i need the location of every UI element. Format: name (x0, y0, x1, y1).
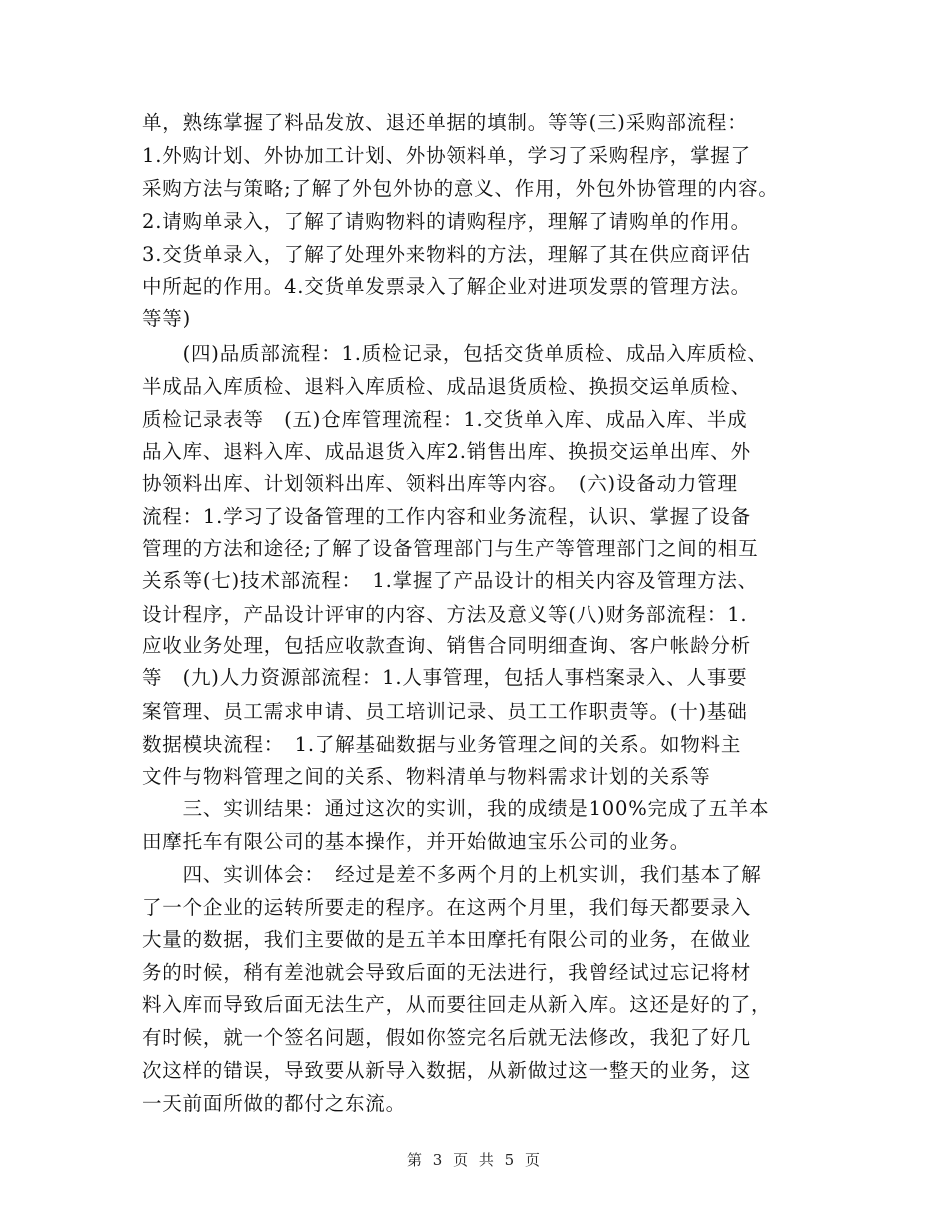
text-line: 半成品入库质检、退料入库质检、成品退货质检、换损交运单质检、 (142, 375, 752, 398)
text-line: 数据模块流程： 1.了解基础数据与业务管理之间的关系。如物料主 (142, 733, 742, 756)
text-line: 案管理、员工需求申请、员工培训记录、员工工作职责等。(十)基础 (142, 700, 748, 723)
page-number-footer: 第 3 页 共 5 页 (407, 1151, 543, 1169)
text-line: 品入库、退料入库、成品退货入库2.销售出库、换损交运单出库、外 (142, 440, 751, 463)
text-line: 务的时候，稍有差池就会导致后面的无法进行，我曾经试过忘记将材 (142, 961, 752, 984)
text-line: 中所起的作用。4.交货单发票录入了解企业对进项发票的管理方法。 (142, 275, 751, 298)
text-line: 应收业务处理，包括应收款查询、销售合同明细查询、客户帐龄分析 (142, 634, 752, 657)
text-line: 关系等(七)技术部流程： 1.掌握了产品设计的相关内容及管理方法、 (142, 569, 758, 592)
text-line: 采购方法与策略;了解了外包外协的意义、作用，外包外协管理的内容。 (142, 177, 779, 200)
text-line: 田摩托车有限公司的基本操作，并开始做迪宝乐公司的业务。 (142, 830, 691, 853)
text-line: 3.交货单录入，了解了处理外来物料的方法，理解了其在供应商评估 (142, 243, 751, 266)
text-line: (四)品质部流程：1.质检记录，包括交货单质检、成品入库质检、 (142, 342, 768, 365)
text-line: 协领料出库、计划领料出库、领料出库等内容。 (六)设备动力管理 (142, 472, 738, 495)
text-line: 等 (九)人力资源部流程：1.人事管理，包括人事档案录入、人事要 (142, 666, 748, 689)
text-line: 三、实训结果：通过这次的实训，我的成绩是100%完成了五羊本 (142, 797, 770, 820)
text-line: 1.外购计划、外协加工计划、外协领料单，学习了采购程序，掌握了 (142, 144, 751, 167)
text-line: 一天前面所做的都付之东流。 (142, 1092, 406, 1115)
text-line: 文件与物料管理之间的关系、物料清单与物料需求计划的关系等 (142, 765, 711, 788)
text-line: 管理的方法和途径;了解了设备管理部门与生产等管理部门之间的相互 (142, 537, 759, 560)
text-line: 质检记录表等 (五)仓库管理流程：1.交货单入库、成品入库、半成 (142, 408, 748, 431)
text-line: 流程：1.学习了设备管理的工作内容和业务流程，认识、掌握了设备 (142, 505, 751, 528)
text-line: 四、实训体会： 经过是差不多两个月的上机实训，我们基本了解 (142, 863, 762, 886)
text-line: 料入库而导致后面无法生产，从而要往回走从新入库。这还是好的了， (142, 993, 772, 1016)
text-line: 2.请购单录入，了解了请购物料的请购程序，理解了请购单的作用。 (142, 210, 751, 233)
text-line: 次这样的错误，导致要从新导入数据，从新做过这一整天的业务，这 (142, 1059, 752, 1082)
text-line: 设计程序，产品设计评审的内容、方法及意义等(八)财务部流程：1. (142, 603, 748, 626)
text-line: 单，熟练掌握了料品发放、退还单据的填制。等等(三)采购部流程： (142, 111, 748, 134)
text-line: 大量的数据，我们主要做的是五羊本田摩托有限公司的业务，在做业 (142, 928, 752, 951)
text-line: 了一个企业的运转所要走的程序。在这两个月里，我们每天都要录入 (142, 896, 752, 919)
text-line: 有时候，就一个签名问题，假如你签完名后就无法修改，我犯了好几 (142, 1026, 752, 1049)
text-line: 等等) (142, 307, 192, 330)
